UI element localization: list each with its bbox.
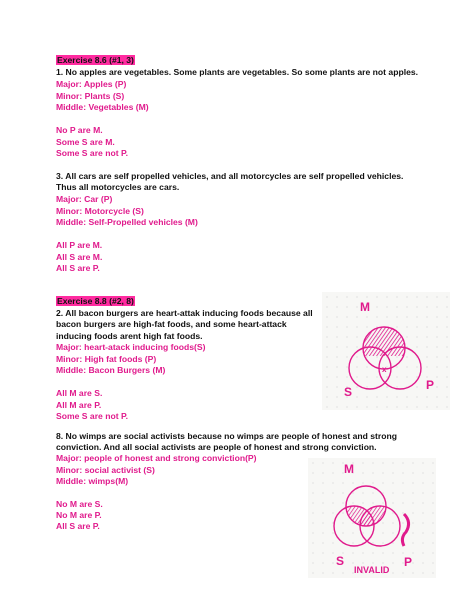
verdict-invalid: INVALID (354, 565, 390, 575)
statement: All M are P. (56, 400, 102, 410)
question-text: 1. No apples are vegetables. Some plants are vegetables. So some plants are not apples. (56, 67, 419, 77)
label-s: S (344, 385, 353, 399)
middle-term: Middle: Bacon Burgers (M) (56, 365, 166, 375)
major-term: Major: Car (P) (56, 194, 113, 204)
exercise-heading: Exercise 8.8 (#2, 8) (57, 296, 134, 306)
statement: All P are M. (56, 240, 103, 250)
statement: Some S are M. (56, 137, 115, 147)
label-m: M (360, 300, 370, 314)
statement: No P are M. (56, 125, 103, 135)
statement: All M are S. (56, 388, 103, 398)
label-p: P (426, 378, 435, 392)
minor-term: Minor: High fat foods (P) (56, 354, 157, 364)
statement: No M are P. (56, 510, 102, 520)
minor-term: Minor: Plants (S) (56, 91, 125, 101)
statement: All S are M. (56, 252, 103, 262)
major-term: Major: Apples (P) (56, 79, 127, 89)
question-text: conviction. And all social activists are people of honest and strong conviction. (56, 442, 377, 452)
middle-term: Middle: Self-Propelled vehicles (M) (56, 217, 198, 227)
middle-term: Middle: wimps(M) (56, 476, 129, 486)
statement: No M are S. (56, 499, 103, 509)
exercise-heading: Exercise 8.6 (#1, 3) (57, 55, 134, 65)
venn-diagram-wimps (308, 458, 436, 578)
question-text: inducing foods arent high fat foods. (56, 331, 203, 341)
middle-term: Middle: Vegetables (M) (56, 102, 149, 112)
venn-diagram-bacon-burgers (322, 292, 450, 410)
statement: Some S are not P. (56, 148, 128, 158)
question-text: 2. All bacon burgers are heart-attak inducing foods because all (56, 308, 313, 318)
question-text: 8. No wimps are social activists because no wimps are people of honest and strong (56, 431, 397, 441)
major-term: Major: people of honest and strong conviction(P) (56, 453, 257, 463)
minor-term: Minor: social activist (S) (56, 465, 155, 475)
existence-mark: x (382, 365, 387, 374)
label-p: P (404, 555, 413, 569)
statement: Some S are not P. (56, 411, 128, 421)
minor-term: Minor: Motorcycle (S) (56, 206, 144, 216)
question-text: 3. All cars are self propelled vehicles, and all motorcycles are self propelled vehicles. (56, 171, 404, 181)
statement: All S are P. (56, 263, 100, 273)
major-term: Major: heart-atack inducing foods(S) (56, 342, 206, 352)
label-m: M (344, 462, 354, 476)
statement: All S are P. (56, 521, 100, 531)
question-text: bacon burgers are high-fat foods, and some heart-attack (56, 319, 287, 329)
question-text: Thus all motorcycles are cars. (56, 182, 180, 192)
label-s: S (336, 554, 345, 568)
